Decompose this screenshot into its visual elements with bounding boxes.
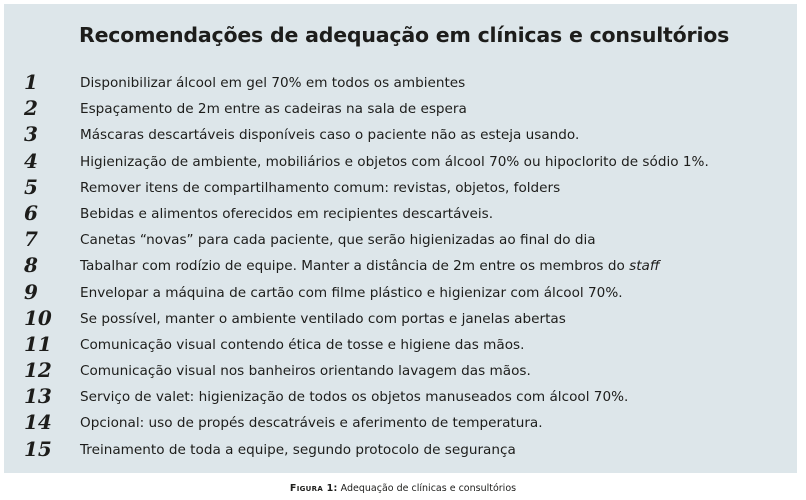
item-number: 6	[24, 200, 38, 225]
item-number: 11	[24, 331, 52, 356]
item-number: 15	[24, 436, 52, 461]
list-item	[4, 383, 797, 409]
item-text: Disponibilizar álcool em gel 70% em todos os ambientes	[80, 75, 466, 91]
item-text: Comunicação visual nos banheiros orientando lavagem das mãos.	[80, 363, 531, 380]
item-number: 1	[24, 70, 38, 94]
item-text: Remover itens de compartilhamento comum: revistas, objetos, folders	[80, 179, 561, 196]
item-text: Opcional: uso de propés descatráveis e aferimento de temperatura.	[80, 415, 543, 432]
item-number: 3	[24, 122, 38, 147]
list-item	[4, 279, 797, 305]
list-item	[4, 305, 797, 331]
recommendations-panel	[4, 4, 797, 473]
item-text-container	[80, 256, 660, 276]
item-text: Higienização de ambiente, mobiliários e objetos com álcool 70% ou hipoclorito de sódio 1%.	[80, 153, 709, 170]
item-text: Treinamento de toda a equipe, segundo protocolo de segurança	[80, 441, 516, 458]
list-item	[4, 436, 797, 462]
item-number: 9	[24, 279, 38, 304]
list-item	[4, 200, 797, 226]
item-text: Espaçamento de 2m entre as cadeiras na sala de espera	[80, 101, 467, 118]
list-item	[4, 95, 797, 121]
item-number: 12	[24, 358, 52, 383]
item-text: Envelopar a máquina de cartão com filme plástico e higienizar com álcool 70%.	[80, 284, 623, 301]
item-text: Serviço de valet: higienização de todos os objetos manuseados com álcool 70%.	[80, 389, 629, 406]
item-number: 4	[24, 148, 38, 173]
item-text: Canetas “novas” para cada paciente, que serão higienizadas ao final do dia	[80, 232, 596, 249]
item-text: Bebidas e alimentos oferecidos em recipientes descartáveis.	[80, 205, 494, 222]
item-text-italic-suffix: staff	[629, 258, 660, 275]
item-text: Máscaras descartáveis disponíveis caso o paciente não as esteja usando.	[80, 127, 580, 144]
list-item	[4, 69, 797, 95]
item-number: 13	[24, 384, 52, 409]
list-item	[4, 148, 797, 174]
item-number: 14	[24, 410, 52, 435]
panel-title: Recomendações de adequação em clínicas e consultórios	[79, 23, 730, 47]
list-item	[4, 357, 797, 383]
item-text: Comunicação visual contendo ética de tosse e higiene das mãos.	[80, 336, 525, 353]
item-number: 5	[24, 174, 38, 199]
item-number: 8	[24, 253, 38, 278]
figure-caption-text: Adequação de clínicas e consultórios	[337, 483, 517, 494]
recommendations-list	[4, 69, 797, 462]
list-item	[4, 252, 797, 278]
list-item	[4, 331, 797, 357]
list-item	[4, 174, 797, 200]
item-number: 7	[24, 227, 38, 252]
item-number: 10	[24, 305, 52, 330]
item-text: Se possível, manter o ambiente ventilado com portas e janelas abertas	[80, 310, 566, 327]
list-item	[4, 226, 797, 252]
list-item	[4, 409, 797, 435]
figure-caption	[0, 483, 806, 494]
item-number: 2	[24, 96, 38, 121]
figure-label: Figura 1:	[289, 483, 338, 494]
list-item	[4, 121, 797, 147]
item-text: Tabalhar com rodízio de equipe. Manter a distância de 2m entre os membros do	[80, 258, 630, 275]
